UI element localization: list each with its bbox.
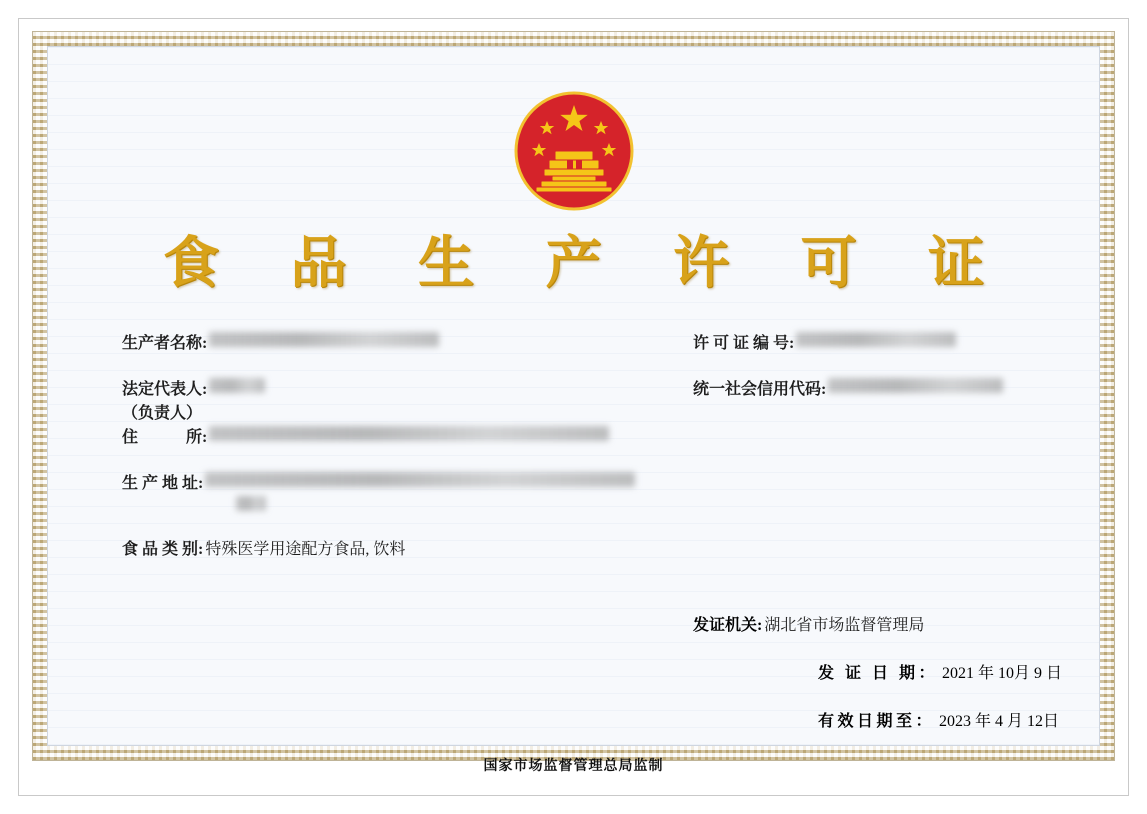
field-legal-representative-sub xyxy=(122,402,202,426)
field-production-address-line2 xyxy=(122,496,266,511)
producer-name-value xyxy=(209,332,439,347)
credit-code-label: 统一社会信用代码: xyxy=(693,381,827,398)
production-address-value-line2 xyxy=(236,496,266,511)
field-valid-until-date xyxy=(818,708,1059,731)
issue-date-year-unit: 年 xyxy=(978,665,995,682)
decorative-border xyxy=(32,31,1115,761)
license-number-label: 许 可 证 编 号: xyxy=(693,335,795,352)
producer-name-label: 生产者名称: xyxy=(122,335,208,352)
valid-until-year: 2023 xyxy=(939,713,972,730)
field-production-address xyxy=(122,472,635,496)
valid-until-day: 12 xyxy=(1027,713,1044,730)
residence-value xyxy=(209,426,609,441)
field-legal-representative xyxy=(122,378,265,402)
credit-code-value xyxy=(828,378,1003,393)
food-category-value: 特殊医学用途配方食品, 饮料 xyxy=(205,541,406,558)
field-residence xyxy=(122,426,609,450)
field-issue-date xyxy=(818,660,1062,683)
food-production-license-certificate xyxy=(18,18,1129,796)
issue-date-month: 10 xyxy=(998,665,1015,682)
valid-until-month-unit: 月 xyxy=(1007,713,1024,730)
legal-representative-sublabel: （负责人） xyxy=(122,405,203,422)
field-producer-name xyxy=(122,332,439,356)
issue-date-day: 9 xyxy=(1034,665,1043,682)
valid-until-label: 有效日期至： xyxy=(818,713,936,730)
field-license-number xyxy=(693,332,956,356)
license-number-value xyxy=(796,332,956,347)
issue-date-year: 2021 xyxy=(942,665,975,682)
valid-until-day-unit: 日 xyxy=(1043,713,1060,730)
field-food-category xyxy=(122,538,405,562)
certificate-fields xyxy=(48,312,1099,746)
china-national-emblem-icon xyxy=(508,85,640,217)
certificate-footer: 国家市场监督管理总局监制 xyxy=(483,759,664,774)
certificate-title: 食 品 生 产 许 可 证 xyxy=(163,230,1010,296)
issue-date-label: 发 证 日 期： xyxy=(818,665,939,682)
production-address-value xyxy=(205,472,635,487)
legal-representative-label: 法定代表人: xyxy=(122,381,208,398)
legal-representative-value xyxy=(209,378,265,393)
issuing-authority-value: 湖北省市场监督管理局 xyxy=(764,617,925,634)
production-address-label: 生 产 地 址: xyxy=(122,475,204,492)
field-credit-code xyxy=(693,378,1003,402)
food-category-label: 食 品 类 别: xyxy=(122,541,204,558)
field-issuing-authority xyxy=(693,612,924,635)
valid-until-year-unit: 年 xyxy=(975,713,992,730)
certificate-body xyxy=(47,46,1100,746)
issuing-authority-label: 发证机关: xyxy=(693,617,763,634)
issue-date-month-unit: 月 xyxy=(1014,665,1031,682)
valid-until-month: 4 xyxy=(995,713,1004,730)
residence-label: 住 所: xyxy=(122,429,208,446)
issue-date-day-unit: 日 xyxy=(1046,665,1063,682)
